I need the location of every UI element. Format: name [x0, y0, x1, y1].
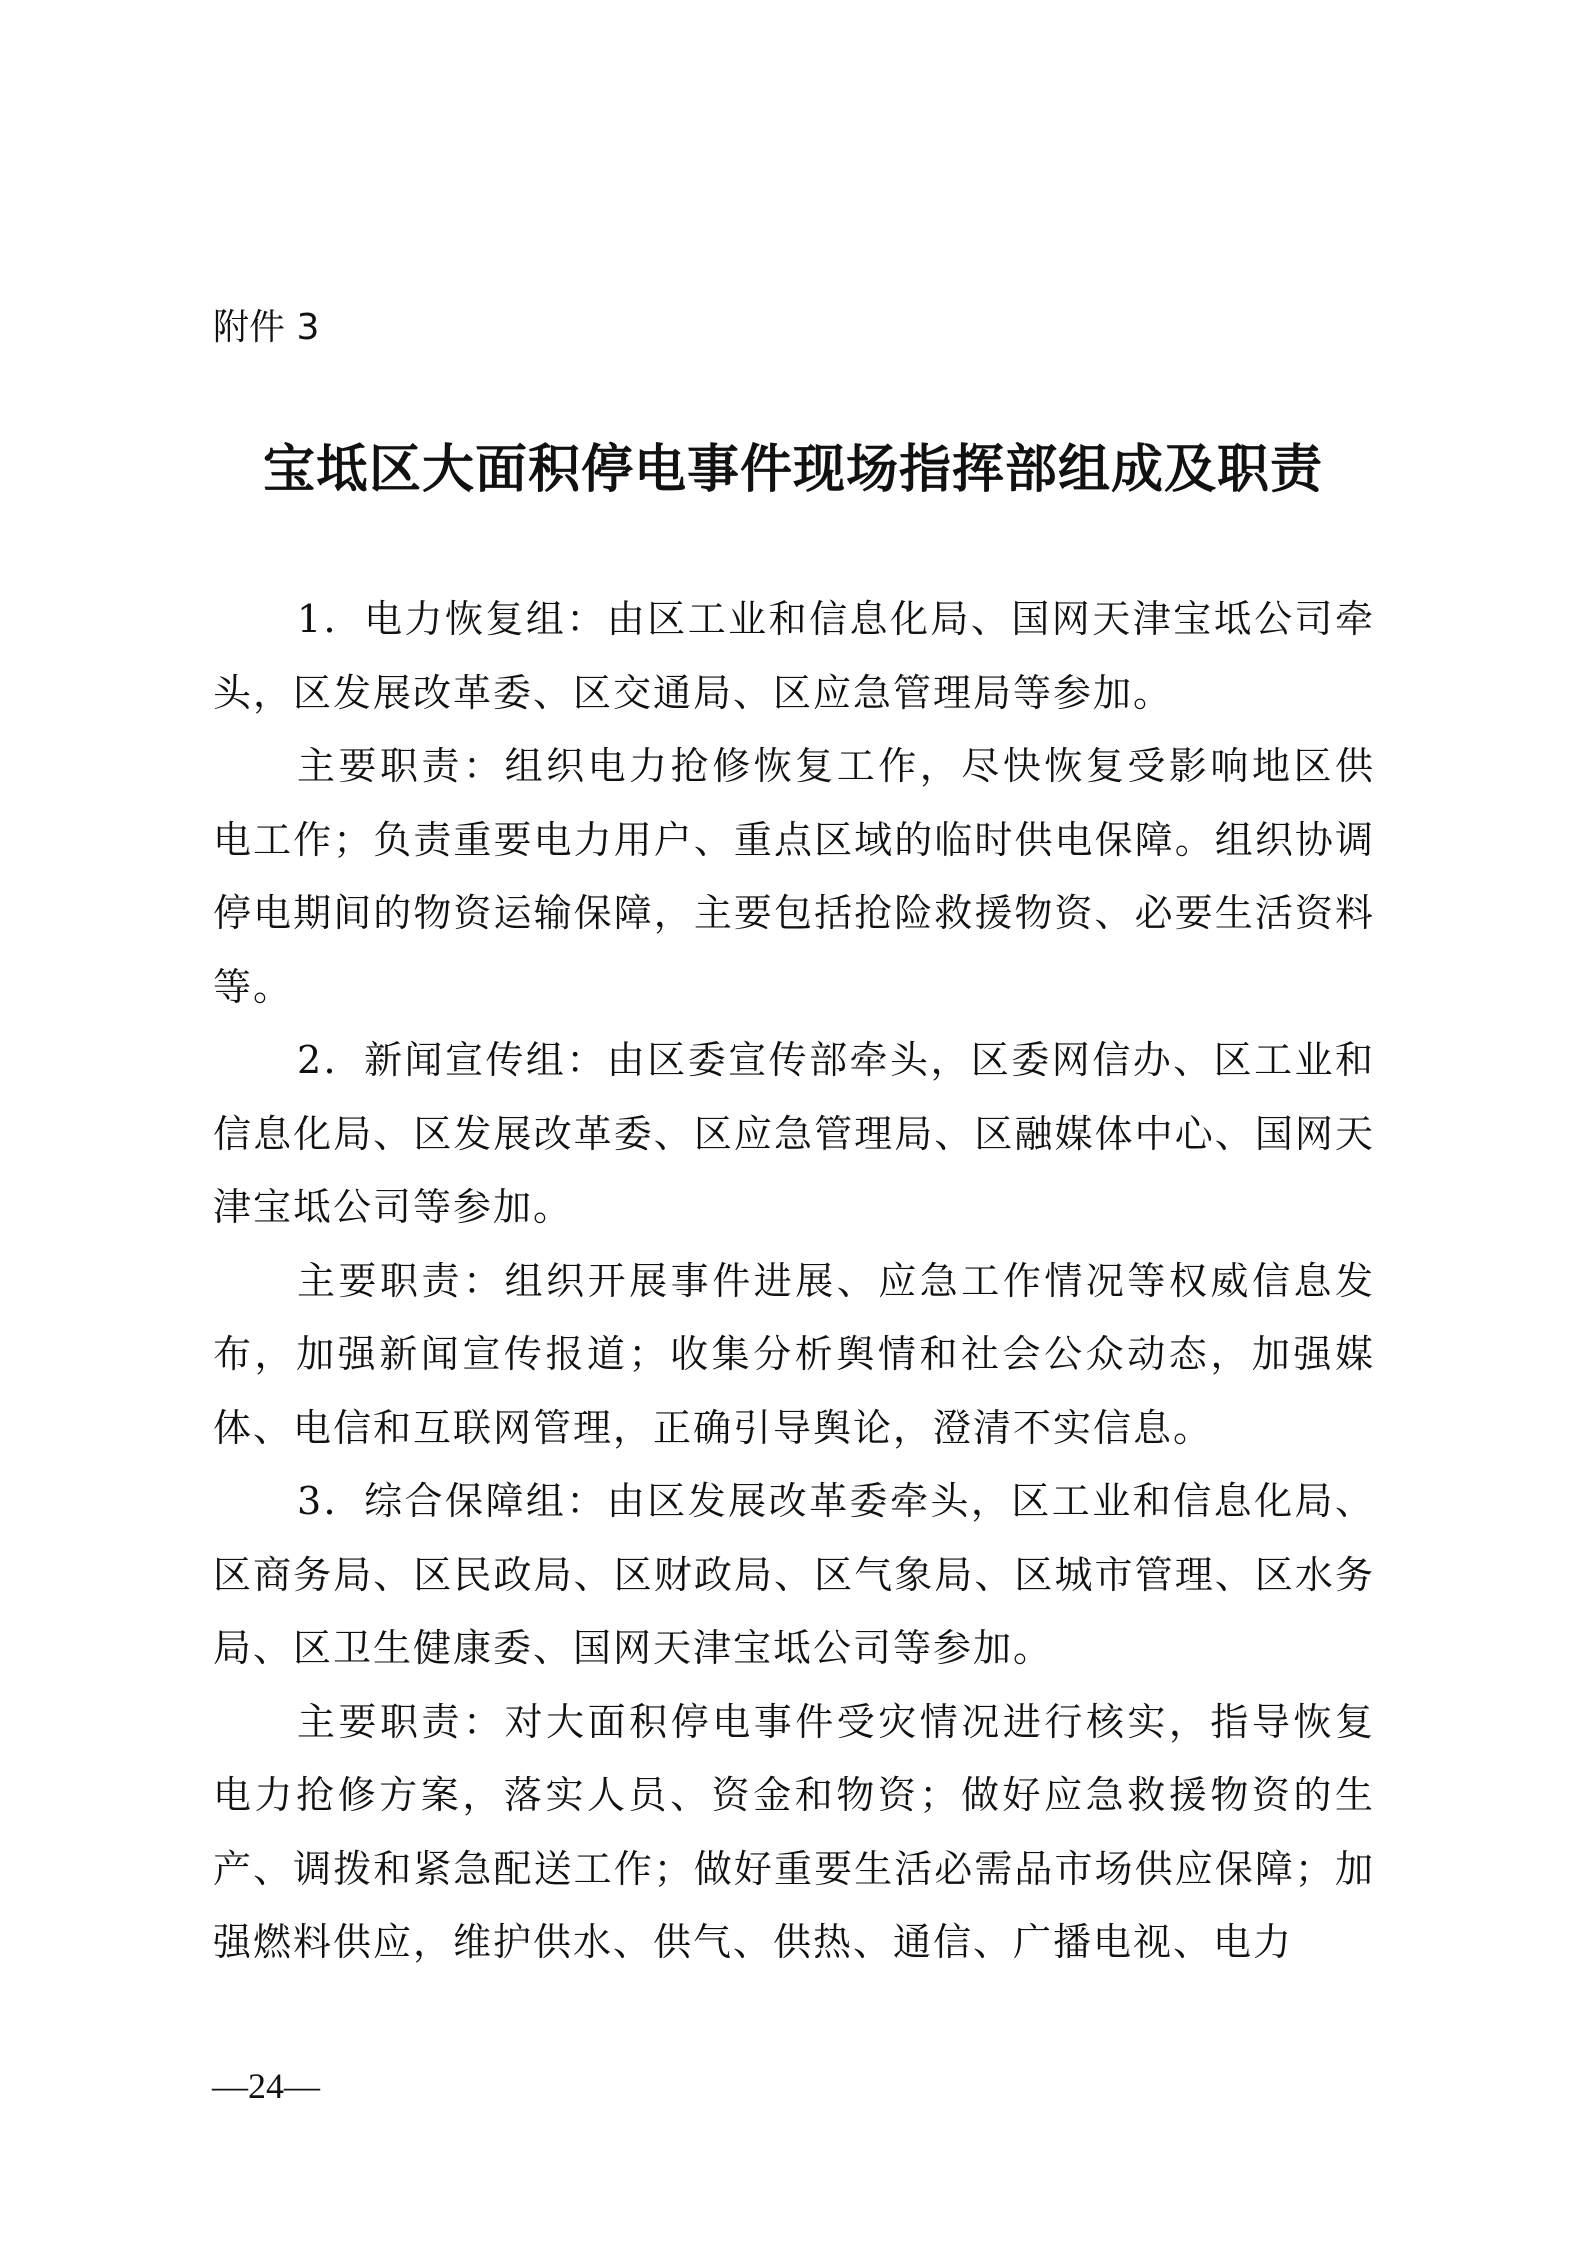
paragraph-news-publicity-duties: 主要职责：组织开展事件进展、应急工作情况等权威信息发布，加强新闻宣传报道；收集分析舆情和社会公众动态，加强媒体、电信和互联网管理，正确引导舆论，澄清不实信息。 [213, 1258, 1375, 1450]
document-title: 宝坻区大面积停电事件现场指挥部组成及职责 [262, 439, 1323, 500]
attachment-label: 附件 3 [213, 307, 320, 348]
paragraph-power-recovery-duties: 主要职责：组织电力抢修恢复工作，尽快恢复受影响地区供电工作；负责重要电力用户、重点区域的临时供电保障。组织协调停电期间的物资运输保障，主要包括抢险救援物资、必要生活资料等。 [213, 744, 1375, 1009]
paragraph-news-publicity-group: 2．新闻宣传组：由区委宣传部牵头，区委网信办、区工业和信息化局、区发展改革委、区应急管理局、区融媒体中心、国网天津宝坻公司等参加。 [213, 1038, 1375, 1229]
paragraph-general-support-duties: 主要职责：对大面积停电事件受灾情况进行核实，指导恢复电力抢修方案，落实人员、资金和物资；做好应急救援物资的生产、调拨和紧急配送工作；做好重要生活必需品市场供应保障；加强燃料供应，维护供水、供气、供热、通信、广播电视、电力 [213, 1699, 1375, 1964]
paragraph-general-support-group: 3．综合保障组：由区发展改革委牵头，区工业和信息化局、区商务局、区民政局、区财政局、区气象局、区城市管理、区水务局、区卫生健康委、国网天津宝坻公司等参加。 [213, 1479, 1375, 1670]
paragraph-power-recovery-group: 1．电力恢复组：由区工业和信息化局、国网天津宝坻公司牵头，区发展改革委、区交通局、区应急管理局等参加。 [213, 597, 1375, 715]
document-body [213, 583, 1375, 1980]
page-number: —24— [212, 2066, 320, 2106]
